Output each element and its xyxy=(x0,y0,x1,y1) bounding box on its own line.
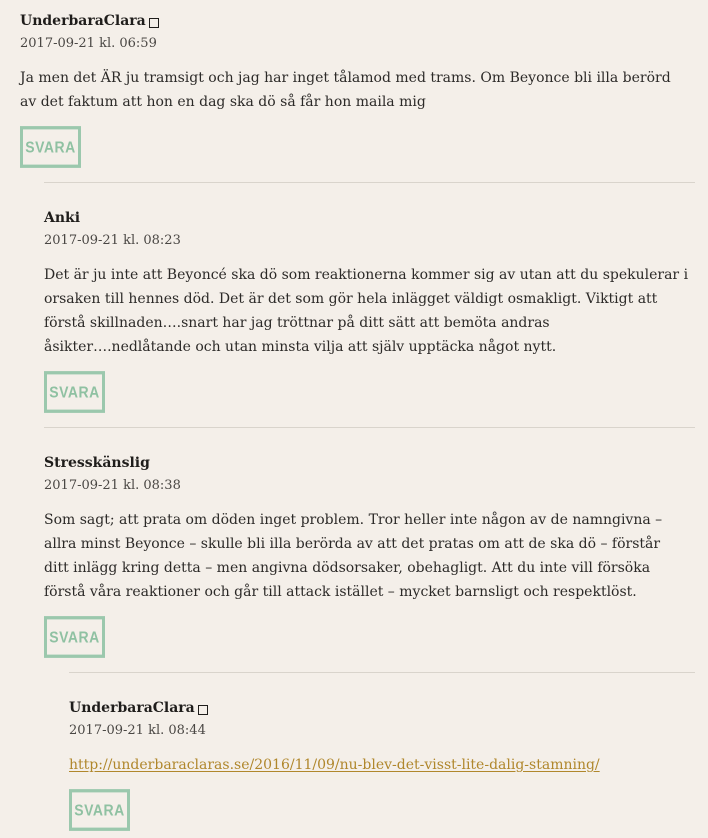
comment-author[interactable]: UnderbaraClara xyxy=(20,13,146,29)
square-icon xyxy=(198,705,208,715)
comment-text xyxy=(69,753,695,777)
reply-button[interactable]: SVARA xyxy=(44,616,105,658)
comment-author[interactable]: UnderbaraClara xyxy=(69,700,195,716)
comment-author-line xyxy=(44,183,695,227)
comment-link[interactable]: http://underbaraclaras.se/2016/11/09/nu-blev-det-visst-lite-dalig-stamning/ xyxy=(69,757,600,773)
comment xyxy=(44,427,695,656)
comment-date[interactable]: 2017-09-21 kl. 08:23 xyxy=(44,233,181,248)
reply-button[interactable]: SVARA xyxy=(44,371,105,413)
comment-date[interactable]: 2017-09-21 kl. 06:59 xyxy=(20,36,157,51)
comment xyxy=(69,672,695,829)
comment-author-line xyxy=(69,673,695,717)
reply-button[interactable]: SVARA xyxy=(20,126,81,168)
comment-author-line xyxy=(44,428,695,472)
comment-author: Anki xyxy=(44,210,81,226)
square-icon xyxy=(149,18,159,28)
comment xyxy=(20,0,695,166)
comment xyxy=(44,182,695,411)
comment-text: Ja men det ÄR ju tramsigt och jag har inget tålamod med trams. Om Beyonce bli illa berörd av det faktum att hon en dag ska dö så får hon maila mig xyxy=(20,70,671,110)
comment-author: Stresskänslig xyxy=(44,455,150,471)
comment-date[interactable]: 2017-09-21 kl. 08:44 xyxy=(69,723,206,738)
comment-text: Som sagt; att prata om döden inget problem. Tror heller inte någon av de namngivna – allra minst Beyonce – skulle bli illa berörda av att det pratas om att de ska dö – förstår ditt inlägg kring detta – men angivna dödsorsaker, obehagligt. Att du inte vill försöka förstå våra reaktioner och går till attack istället – mycket barnsligt och respektlöst. xyxy=(44,512,663,600)
comment-text: Det är ju inte att Beyoncé ska dö som reaktionerna kommer sig av utan att du spekulerar i orsaken till hennes död. Det är det som gör hela inlägget väldigt osmakligt. Viktigt att förstå skillnaden….snart har jag tröttnar på ditt sätt att bemöta andras åsikter….nedlåtande och utan minsta vilja att själv upptäcka något nytt. xyxy=(44,267,689,355)
comment-author-line xyxy=(20,0,695,30)
reply-button[interactable]: SVARA xyxy=(69,789,130,831)
comment-date[interactable]: 2017-09-21 kl. 08:38 xyxy=(44,478,181,493)
